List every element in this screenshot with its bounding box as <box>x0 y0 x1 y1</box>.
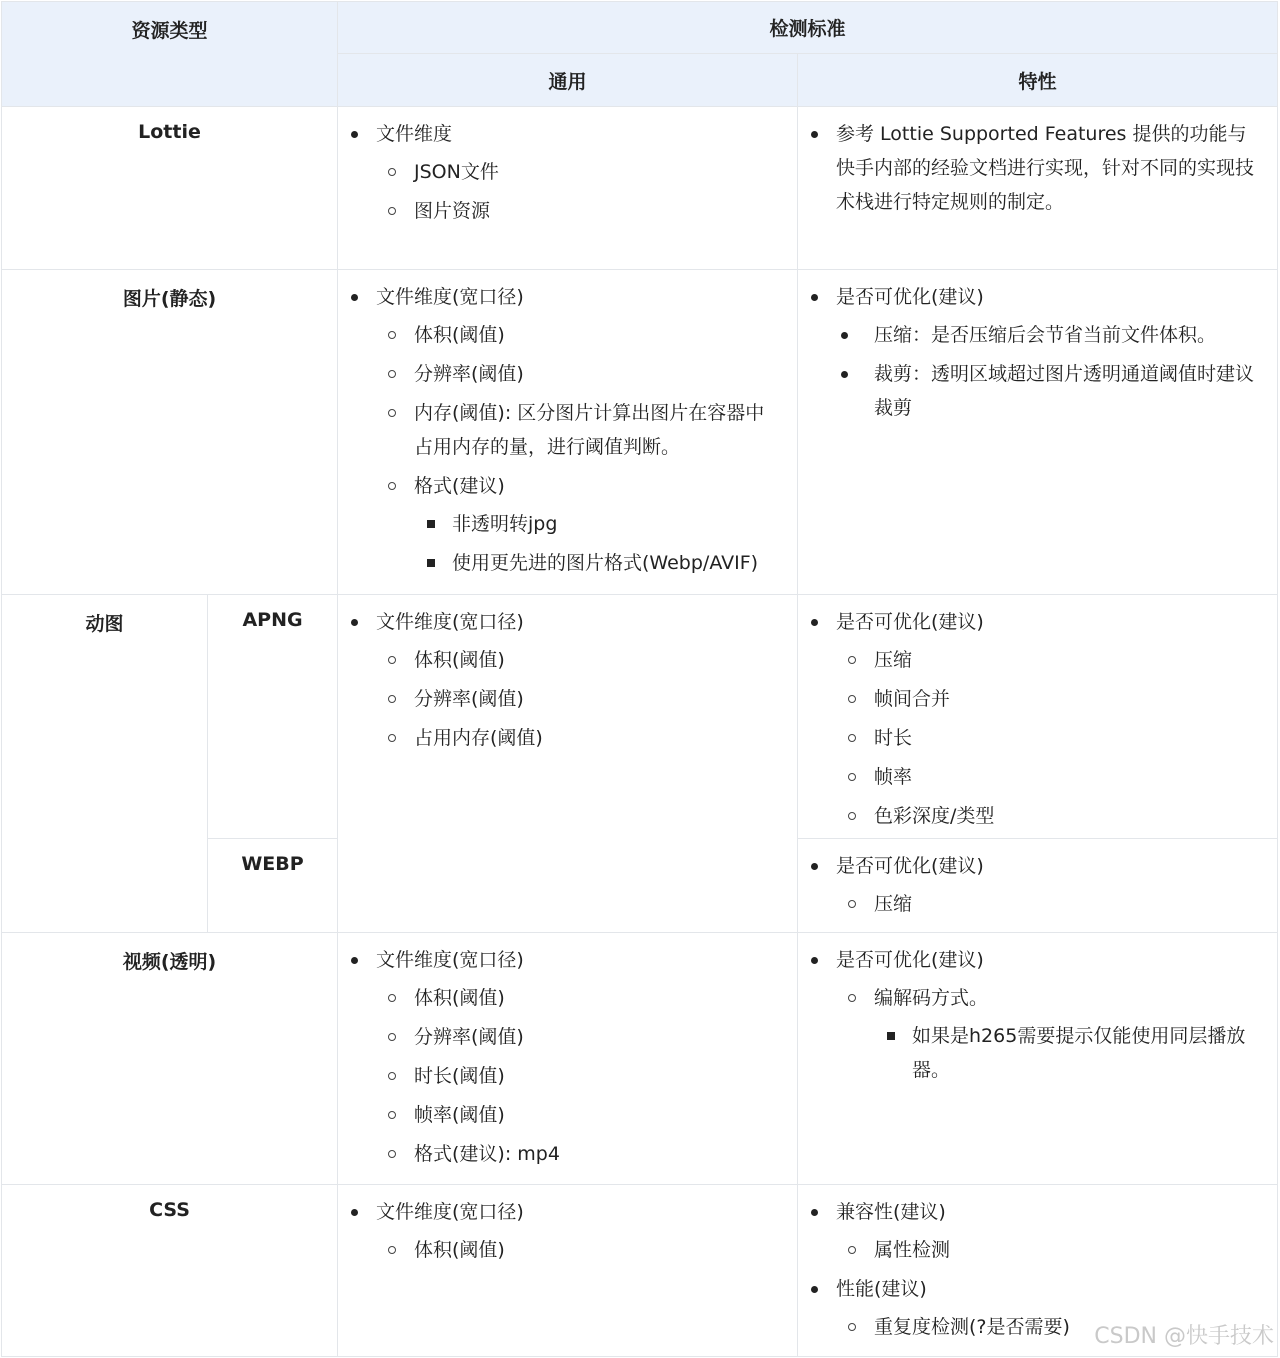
list-item: 使用更先进的图片格式(Webp/AVIF) <box>452 552 759 574</box>
row-name-video: 视频(透明) <box>2 933 338 1185</box>
list-item: 体积(阈值) <box>414 1239 505 1261</box>
list-item: 时长(阈值) <box>414 1065 505 1087</box>
list-item: 是否可优化(建议) <box>836 286 984 308</box>
list-item: 时长 <box>874 727 913 749</box>
list-item: 分辨率(阈值) <box>414 1026 524 1048</box>
anim-general-cell <box>338 595 798 933</box>
list-item: 格式(建议): mp4 <box>414 1143 560 1165</box>
list-item: 是否可优化(建议) <box>836 949 984 971</box>
list-item: 分辨率(阈值) <box>414 363 524 385</box>
image-features-cell <box>798 270 1278 595</box>
list-item: 占用内存(阈值) <box>414 727 543 749</box>
list-item: 性能(建议) <box>836 1278 927 1300</box>
watermark: CSDN @快手技术 <box>1094 1324 1274 1349</box>
list-item: 压缩 <box>874 649 913 671</box>
list-item: 压缩：是否压缩后会节省当前文件体积。 <box>874 324 1217 346</box>
header-general: 通用 <box>338 54 798 107</box>
row-name-apng: APNG <box>208 595 338 839</box>
list-item: 兼容性(建议) <box>836 1201 946 1223</box>
lottie-features-cell <box>798 107 1278 270</box>
list-item: 属性检测 <box>874 1239 951 1261</box>
criteria-table <box>1 1 1278 1357</box>
row-name-lottie: Lottie <box>2 107 338 270</box>
webp-features-cell <box>798 839 1278 933</box>
list-item: 文件维度(宽口径) <box>376 949 524 971</box>
list-item: 如果是h265需要提示仅能使用同层播放器。 <box>912 1025 1246 1081</box>
table-row <box>2 595 1278 839</box>
list-item: 文件维度(宽口径) <box>376 1201 524 1223</box>
list-item: 体积(阈值) <box>414 649 505 671</box>
list-item: 体积(阈值) <box>414 987 505 1009</box>
list-item: 文件维度 <box>376 123 453 145</box>
table-row <box>2 107 1278 270</box>
list-item: 帧间合并 <box>874 688 951 710</box>
row-name-webp: WEBP <box>208 839 338 933</box>
list-item: 参考 Lottie Supported Features 提供的功能与快手内部的经验文档进行实现，针对不同的实现技术栈进行特定规则的制定。 <box>836 123 1255 213</box>
list-item: 图片资源 <box>414 200 491 222</box>
css-general-cell <box>338 1185 798 1357</box>
list-item: 体积(阈值) <box>414 324 505 346</box>
row-name-anim: 动图 <box>2 595 208 933</box>
list-item: 重复度检测(?是否需要) <box>874 1316 1070 1338</box>
list-item: 分辨率(阈值) <box>414 688 524 710</box>
apng-features-cell <box>798 595 1278 839</box>
list-item: 色彩深度/类型 <box>874 805 995 827</box>
list-item: 格式(建议) <box>414 475 505 497</box>
list-item: JSON文件 <box>414 161 499 183</box>
image-general-cell <box>338 270 798 595</box>
list-item: 文件维度(宽口径) <box>376 286 524 308</box>
list-item: 是否可优化(建议) <box>836 855 984 877</box>
list-item: 文件维度(宽口径) <box>376 611 524 633</box>
table-row <box>2 933 1278 1185</box>
lottie-general-cell <box>338 107 798 270</box>
table-row <box>2 1185 1278 1357</box>
header-criteria: 检测标准 <box>338 2 1278 54</box>
list-item: 非透明转jpg <box>452 513 558 535</box>
row-name-css: CSS <box>2 1185 338 1357</box>
list-item: 是否可优化(建议) <box>836 611 984 633</box>
video-general-cell <box>338 933 798 1185</box>
list-item: 帧率(阈值) <box>414 1104 505 1126</box>
row-name-image: 图片(静态) <box>2 270 338 595</box>
list-item: 裁剪：透明区域超过图片透明通道阈值时建议裁剪 <box>874 363 1255 419</box>
list-item: 压缩 <box>874 893 913 915</box>
video-features-cell <box>798 933 1278 1185</box>
table-row <box>2 270 1278 595</box>
header-features: 特性 <box>798 54 1278 107</box>
header-resource-type: 资源类型 <box>2 2 338 107</box>
list-item: 内存(阈值): 区分图片计算出图片在容器中占用内存的量，进行阈值判断。 <box>414 402 765 458</box>
list-item: 编解码方式。 <box>874 987 989 1009</box>
list-item: 帧率 <box>874 766 913 788</box>
